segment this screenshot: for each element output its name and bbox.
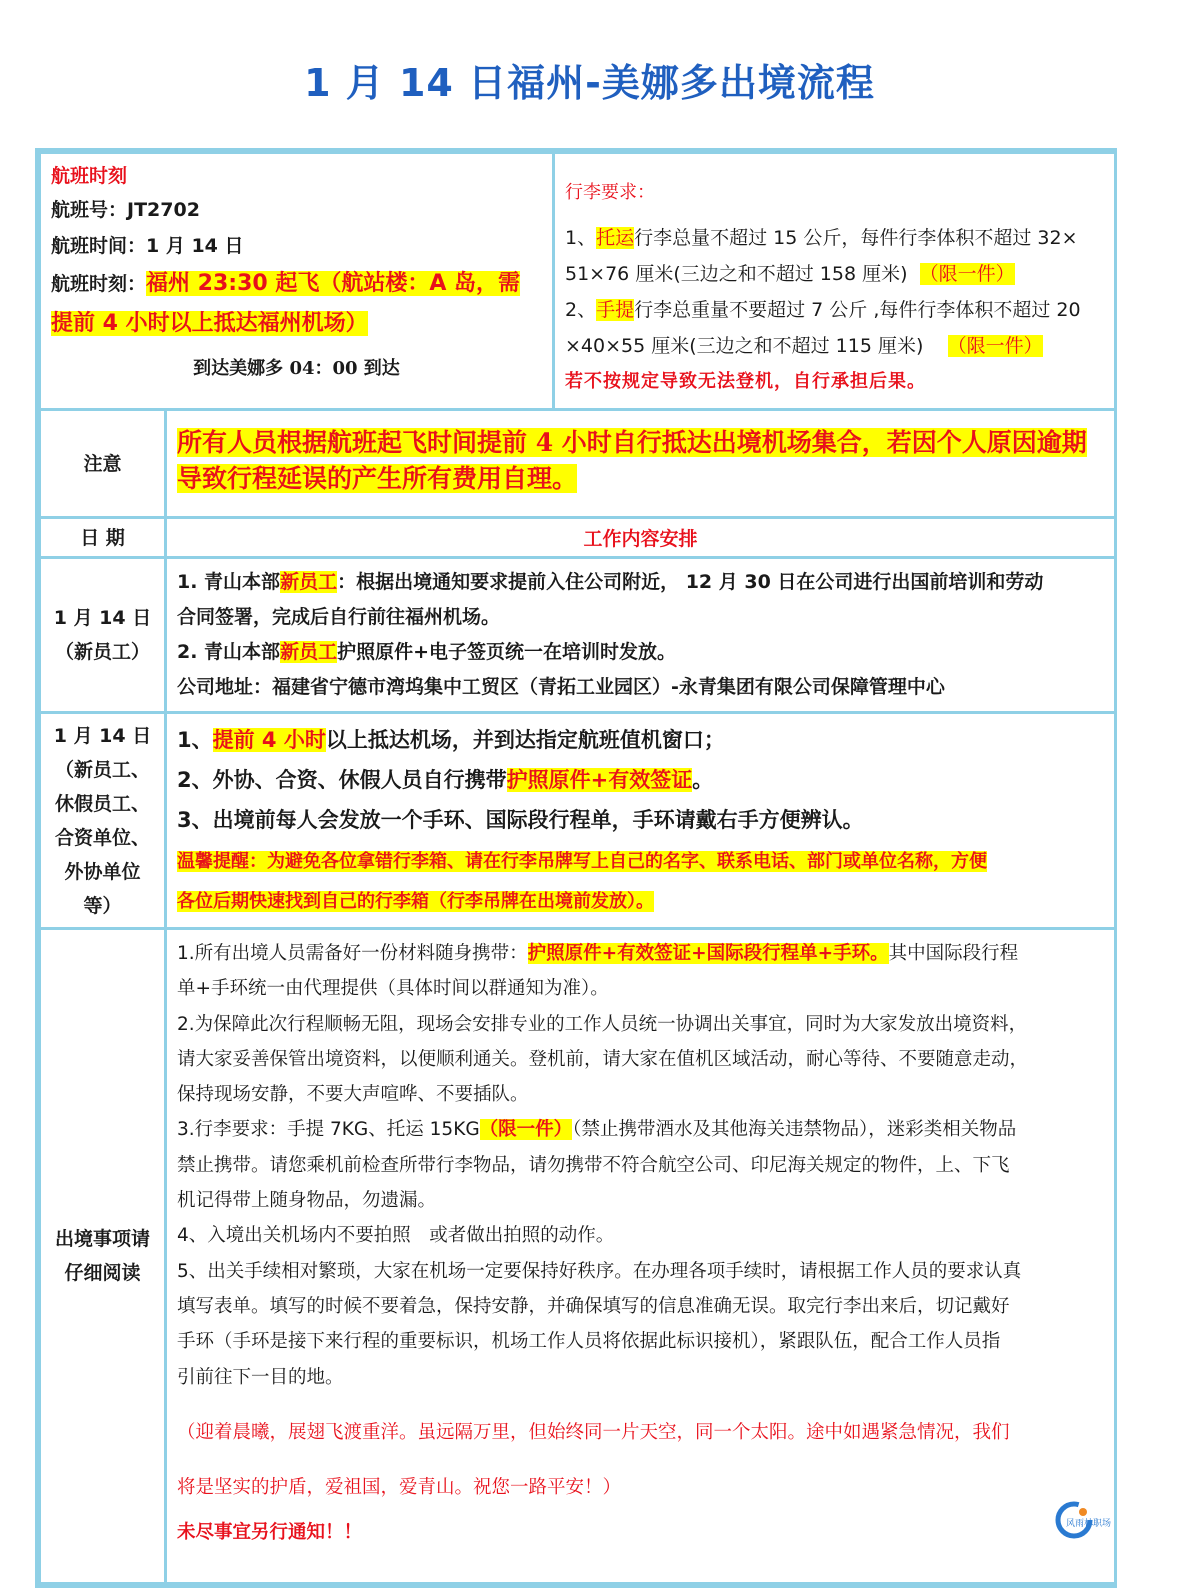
notice-text: 所有人员根据航班起飞时间提前 4 小时自行抵达出境机场集合，若因个人原因逾期导致行程延误的产生所有费用自理。: [177, 428, 1087, 493]
row2-content: 1、提前 4 小时以上抵达机场，并到达指定航班值机窗口； 2、外协、合资、休假人员自行携带护照原件+有效签证。 3、出境前每人会发放一个手环、国际段行程单，手环请戴右手方便辨认。 温馨提醒：为避免各位拿错行李箱、请在行李吊牌写上自己的名字、联系电话、部门或单位名称，方便 各位后期快速找到自己的行李箱（行李吊牌在出境前发放）。: [166, 713, 1116, 929]
luggage-warning: 若不按规定导致无法登机，自行承担后果。: [565, 371, 926, 392]
luggage-item-carryon: 2、手提行李总重量不要超过 7 公斤 ,每件行李体积不超过 20 ×40×55 厘米(三边之和不超过 115 厘米) （限一件）: [565, 299, 1081, 357]
page-title: 1 月 14 日福州-美娜多出境流程: [304, 61, 875, 105]
notice-cell: [166, 410, 1116, 518]
content-header: 工作内容安排: [166, 518, 1116, 558]
row2-date: 1 月 14 日 （新员工、 休假员工、 合资单位、 外协单位 等）: [40, 713, 166, 929]
closing-text-1: （迎着晨曦，展翅飞渡重洋。虽远隔万里，但始终同一片天空，同一个太阳。途中如遇紧急情况，我们: [177, 1421, 1010, 1443]
luggage-cell: [554, 153, 1116, 410]
row1-content: 1. 青山本部新员工：根据出境通知要求提前入住公司附近， 12 月 30 日在公司进行出国前培训和劳动 合同签署，完成后自行前往福州机场。 2. 青山本部新员工护照原件+电子签页统一在培训时发放。 公司地址：福建省宁德市湾坞集中工贸区（青拓工业园区）-永青集团有限公司保障管理中心: [166, 558, 1116, 713]
flight-heading: 航班时刻: [51, 165, 128, 187]
flight-number: 航班号：JT2702: [51, 199, 200, 221]
row3-label: 出境事项请 仔细阅读: [40, 929, 166, 1584]
itinerary-table: [35, 148, 1117, 1588]
reminder-text-1: 温馨提醒：为避免各位拿错行李箱、请在行李吊牌写上自己的名字、联系电话、部门或单位名称，方便: [177, 851, 987, 872]
final-note: 未尽事宜另行通知！！: [177, 1522, 363, 1544]
row1-date: 1 月 14 日 （新员工）: [40, 558, 166, 713]
closing-text-2: 将是坚实的护盾，爱祖国，爱青山。祝您一路平安！）: [177, 1477, 622, 1499]
flight-info-cell: [40, 153, 554, 410]
notice-label: 注意: [40, 410, 166, 518]
flight-time: 航班时刻：福州 23:30 起飞（航站楼：A 岛，需 提前 4 小时以上抵达福州机场）: [51, 271, 521, 336]
arrival-time: 到达美娜多 04：00 到达: [193, 358, 400, 379]
luggage-heading: 行李要求：: [565, 182, 655, 203]
reminder-text-2: 各位后期快速找到自己的行李箱（行李吊牌在出境前发放）。: [177, 891, 654, 912]
watermark-text: 风雨林职场: [1066, 1519, 1112, 1529]
row3-content: 1.所有出境人员需备好一份材料随身携带：护照原件+有效签证+国际段行程单+手环。其中国际段行程 单+手环统一由代理提供（具体时间以群通知为准）。 2.为保障此次行程顺畅无阻，现场会安排专业的工作人员统一协调出关事宜，同时为大家发放出境资料， 请大家妥善保管出境资料，以便顺利通关。登机前，请大家在值机区域活动，耐心等待、不要随意走动， 保持现场安静，不要大声喧哗、不要插队。 3.行李要求：手提 7KG、托运 15KG（限一件）（禁止携带酒水及其他海关违禁物品），迷彩类相关物品 禁止携带。请您乘机前检查所带行李物品，请勿携带不符合航空公司、印尼海关规定的物件，上、下飞 机记得带上随身物品，勿遗漏。 4、入境出关机场内不要拍照 或者做出拍照的动作。 5、出关手续相对繁琐，大家在机场一定要保持好秩序。在办理各项手续时，请根据工作人员的要求认真 填写表单。填写的时候不要着急，保持安静，并确保填写的信息准确无误。取完行李出来后，切记戴好 手环（手环是接下来行程的重要标识，机场工作人员将依据此标识接机），紧跟队伍，配合工作人员指 引前往下一目的地。 （迎着晨曦，展翅飞渡重洋。虽远隔万里，但始终同一片天空，同一个太阳。途中如遇紧急情况，我们 将是坚实的护盾，爱祖国，爱青山。祝您一路平安！） 未尽事宜另行通知！！: [166, 929, 1116, 1584]
flight-date: 航班时间：1 月 14 日: [51, 235, 244, 257]
watermark-logo: [1052, 1498, 1122, 1542]
date-header: 日 期: [40, 518, 166, 558]
luggage-item-checked: 1、托运行李总量不超过 15 公斤，每件行李体积不超过 32× 51×76 厘米(三边之和不超过 158 厘米) （限一件）: [565, 227, 1078, 285]
